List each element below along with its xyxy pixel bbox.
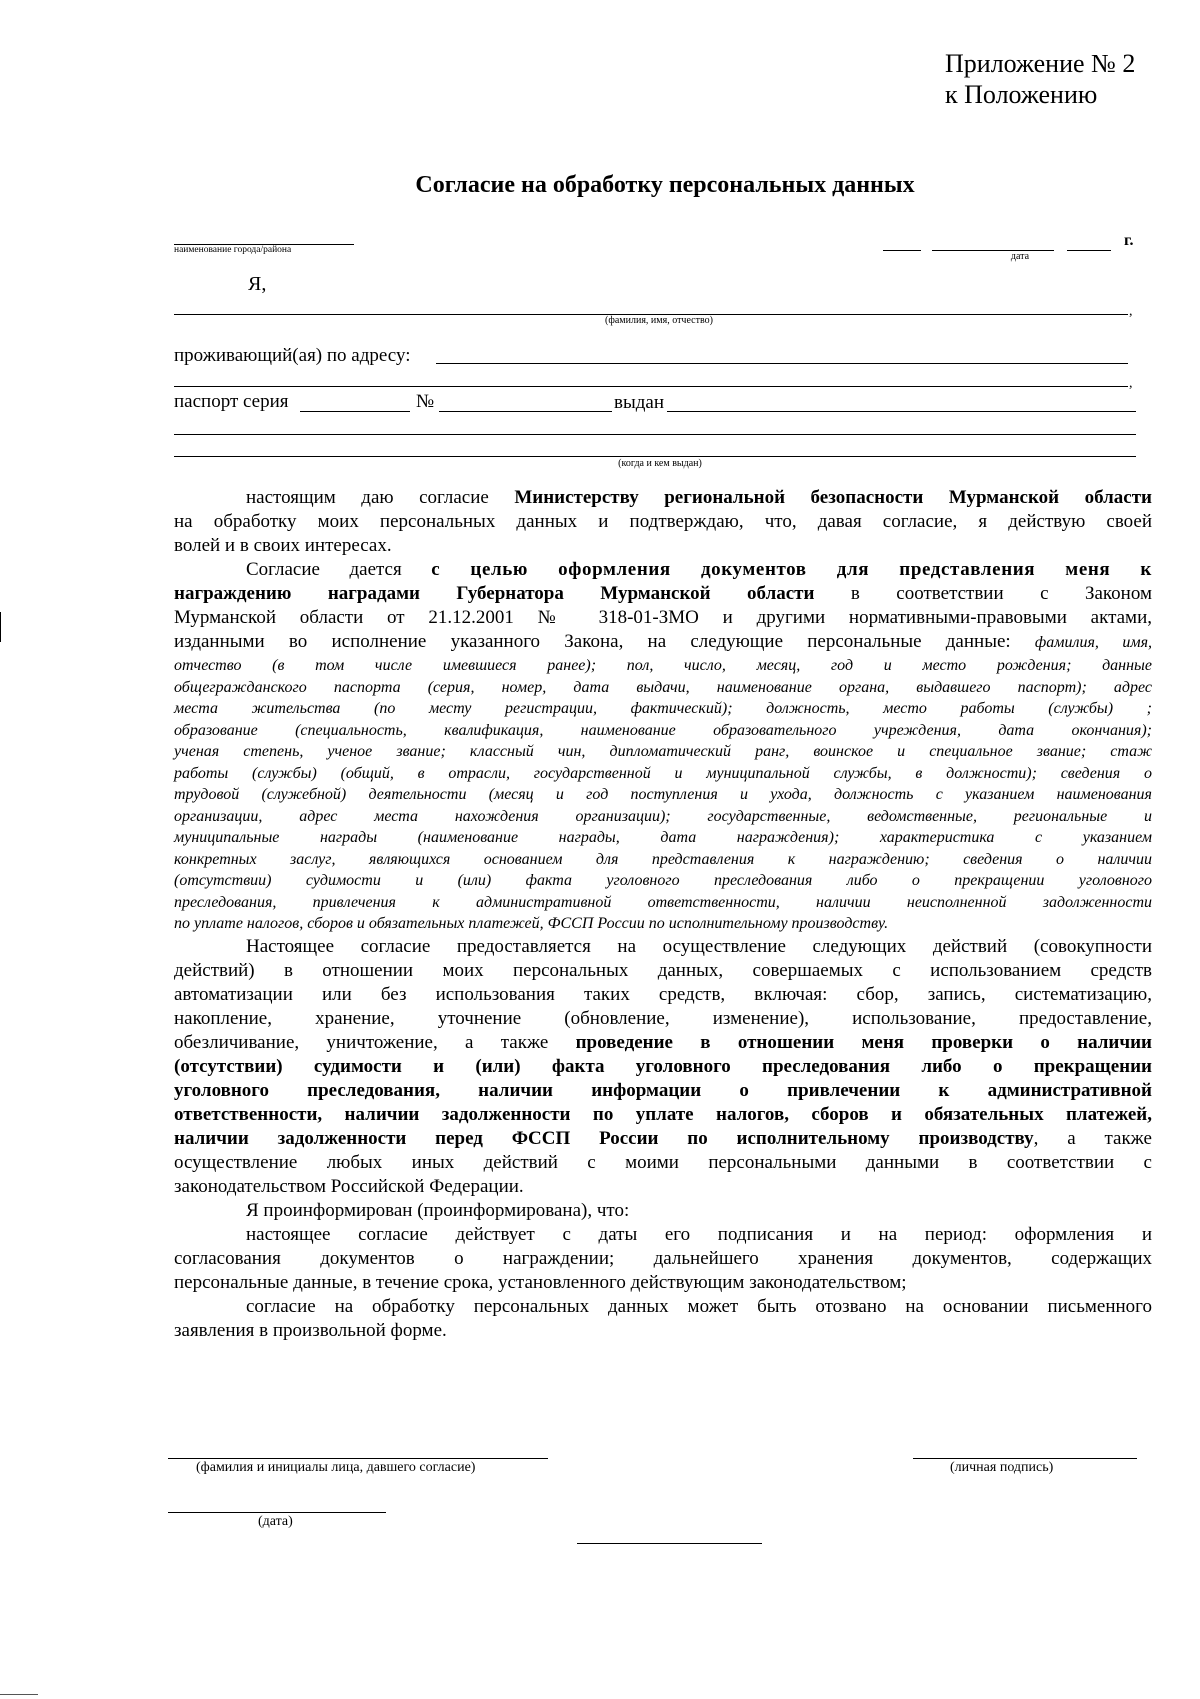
pd-list-line: общегражданского паспорта (серия, номер, дата выдачи, наименование органа, выдавшего паспорт); адрес — [174, 678, 1152, 696]
pd-list-line: трудовой (служебной) деятельности (месяц и год поступления и ухода, должность с указанием наименования — [174, 786, 1152, 803]
issued-line-2[interactable] — [174, 434, 1136, 435]
address-line-1[interactable] — [436, 363, 1128, 364]
para4-line1: Я проинформирован (проинформирована), что: — [246, 1199, 630, 1221]
address-label: проживающий(ая) по адресу: — [174, 345, 411, 366]
issued-line-3[interactable] — [174, 456, 1136, 457]
pd-list-line: образование (специальность, квалификация, наименование образовательного учреждения, дата окончания); — [174, 721, 1152, 739]
date-day-line[interactable] — [883, 250, 921, 251]
i-label: Я, — [248, 273, 267, 295]
para3-line10: осуществление любых иных действий с моими персональными данными в соответствии с — [174, 1151, 1152, 1173]
para3-line9 — [174, 1127, 1152, 1151]
para5-line1: настоящее согласие действует с даты его подписания и на период: оформления и — [246, 1223, 1152, 1245]
check-text: ответственности, наличии задолженности по уплате налогов, сборов и обязательных платежей, — [174, 1103, 1152, 1125]
para3-line8 — [174, 1103, 1152, 1127]
date-caption: дата — [1010, 251, 1030, 262]
page-title: Согласие на обработку персональных данных — [415, 172, 915, 198]
para3-line11: законодательством Российской Федерации. — [174, 1175, 524, 1197]
pd-list-line: конкретных заслуг, являющихся основанием для представления к награждению; сведения о наличии — [174, 850, 1152, 868]
pd-list-line: организации, адрес места нахождения организации); государственные, ведомственные, региональные и — [174, 807, 1152, 825]
end-separator — [577, 1543, 762, 1544]
check-text: наличии задолженности перед ФССП России по исполнительному производству — [174, 1127, 1034, 1149]
pd-list-start: фамилия, имя, — [1034, 634, 1152, 651]
consent-body — [174, 486, 1152, 1343]
sign-date-line[interactable] — [168, 1512, 386, 1513]
passport-number-line[interactable] — [439, 411, 612, 412]
para6-line2: заявления в произвольной форме. — [174, 1319, 447, 1341]
appendix-line-1: Приложение № 2 — [945, 49, 1136, 78]
para1-line1 — [174, 486, 1152, 510]
personal-signature-line[interactable] — [913, 1458, 1137, 1459]
scan-mark — [0, 1694, 38, 1695]
para3-line2: действий) в отношении моих персональных данных, совершаемых с использованием средств — [174, 959, 1152, 981]
para1-line3: волей и в своих интересах. — [174, 535, 392, 556]
award-text: награждению наградами Губернатора Мурманской области — [174, 583, 815, 604]
pd-intro-text: изданными во исполнение указанного Закона, на следующие персональные данные: — [174, 631, 1035, 652]
check-text: уголовного преследования, наличии информации о привлечении к административной — [174, 1079, 1152, 1101]
date-year-line[interactable] — [1067, 250, 1111, 251]
address-line-2[interactable] — [174, 386, 1128, 387]
address-comma: , — [1129, 376, 1133, 391]
scan-mark — [0, 612, 1, 642]
para2-text: Согласие дается — [246, 559, 432, 580]
pd-list-line: (отсутствии) судимости и (или) факта уголовного преследования либо о прекращении уголовного — [174, 872, 1152, 889]
pd-list-line: отчество (в том числе имевшиеся ранее); пол, число, месяц, год и место рождения; данные — [174, 657, 1152, 674]
para2-line3: Мурманской области от 21.12.2001 № 318-01-ЗМО и другими нормативными-правовыми актами, — [174, 607, 1152, 628]
para3-line5 — [174, 1031, 1152, 1055]
signer-name-line[interactable] — [168, 1458, 548, 1459]
para2-line2 — [174, 582, 1152, 606]
para2-line1 — [174, 558, 1152, 582]
pd-list-line: муниципальные награды (наименование награды, дата награждения); характеристика с указанием — [174, 829, 1152, 846]
full-name-caption: (фамилия, имя, отчество) — [605, 315, 713, 326]
check-text: проведение в отношении меня проверки о наличии — [575, 1031, 1152, 1053]
city-caption: наименование города/района — [174, 245, 292, 255]
passport-series-line[interactable] — [300, 411, 410, 412]
para1-line2: на обработку моих персональных данных и подтверждаю, что, давая согласие, я действую своей — [174, 511, 1152, 532]
passport-number-label: № — [416, 391, 435, 412]
para3-text: обезличивание, уничтожение, а также — [174, 1031, 576, 1053]
appendix-line-2: к Положению — [945, 80, 1098, 109]
para3-line4: накопление, хранение, уточнение (обновление, изменение), использование, предоставление, — [174, 1007, 1152, 1029]
ministry-name: Министерству региональной безопасности Мурманской области — [514, 487, 1152, 508]
pd-list-line: по уплате налогов, сборов и обязательных платежей, ФССП России по исполнительному производству. — [174, 915, 889, 932]
pd-list-line: места жительства (по месту регистрации, фактический); должность, место работы (службы) ; — [174, 700, 1152, 717]
date-year-suffix: г. — [1124, 232, 1134, 249]
para2-line4 — [174, 630, 1152, 654]
appendix-header — [945, 48, 1135, 110]
para1-text: настоящим даю согласие — [246, 487, 515, 508]
para5-line3: персональные данные, в течение срока, установленного действующим законодательством; — [174, 1271, 907, 1293]
para3-line3: автоматизации или без использования таких средств, включая: сбор, запись, систематизацию, — [174, 983, 1152, 1005]
purpose-text: с целью оформления документов для представления меня к — [431, 559, 1152, 580]
para3-text: , а также — [1033, 1127, 1152, 1149]
para6-line1: согласие на обработку персональных данных может быть отозвано на основании письменного — [246, 1295, 1152, 1317]
personal-signature-caption: (личная подпись) — [950, 1460, 1054, 1475]
para3-line6 — [174, 1055, 1152, 1079]
issued-line-1[interactable] — [667, 411, 1136, 412]
check-text: (отсутствии) судимости и (или) факта уголовного преследования либо о прекращении — [174, 1055, 1152, 1077]
signer-name-caption: (фамилия и инициалы лица, давшего согласие) — [196, 1460, 476, 1475]
issued-label: выдан — [614, 392, 665, 413]
passport-series-label: паспорт серия — [174, 391, 289, 412]
pd-list-line: преследования, привлечения к административной ответственности, наличии неисполненной задолженности — [174, 893, 1152, 911]
pd-list-line: работы (службы) (общий, в отрасли, государственной и муниципальной службы, в должности); сведения о — [174, 764, 1152, 782]
para3-line1: Настоящее согласие предоставляется на осуществление следующих действий (совокупности — [246, 935, 1152, 957]
para5-line2: согласования документов о награждении; дальнейшего хранения документов, содержащих — [174, 1247, 1152, 1269]
full-name-comma: , — [1129, 304, 1133, 319]
personal-data-list — [174, 655, 1152, 935]
pd-list-line: ученая степень, ученое звание; классный чин, дипломатический ранг, воинское и специальное звание; стаж — [174, 743, 1152, 760]
law-ref-text: в соответствии с Законом — [814, 583, 1152, 604]
sign-date-caption: (дата) — [258, 1514, 293, 1529]
para3-line7 — [174, 1079, 1152, 1103]
issued-caption: (когда и кем выдан) — [618, 458, 702, 469]
